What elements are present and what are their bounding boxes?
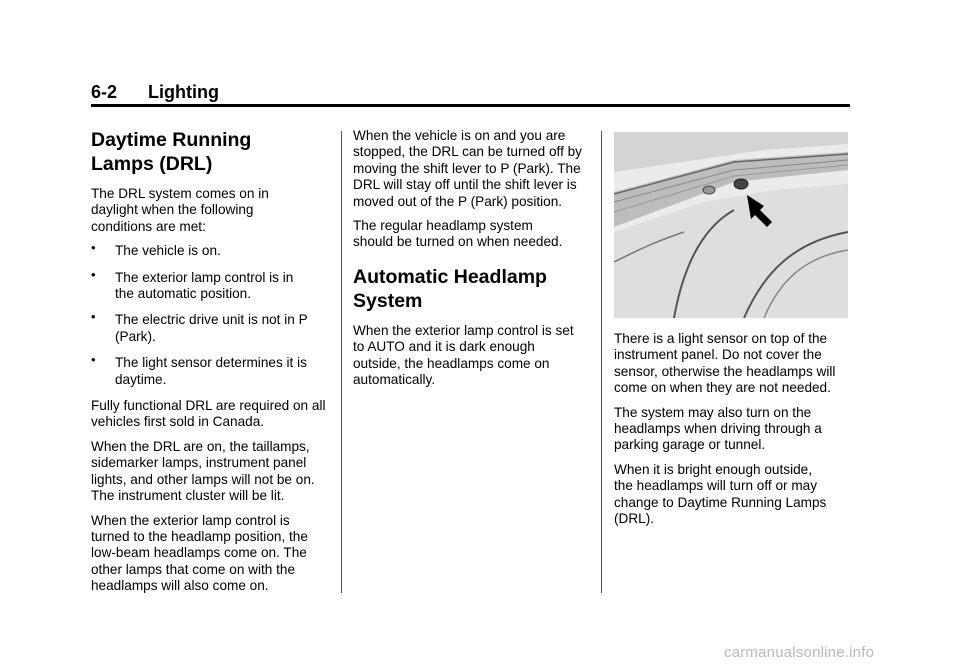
bullet-icon: • xyxy=(91,240,96,256)
drl-intro: The DRL system comes on in daylight when the following conditions are met: xyxy=(91,186,269,234)
auto-headlamp-paragraph: When the exterior lamp control is set to AUTO and it is dark enough outside, the headlamps come on automatically. xyxy=(353,322,574,388)
column-right xyxy=(614,331,854,535)
page-number: 6-2 xyxy=(91,82,118,102)
drl-conditions-list xyxy=(91,240,333,388)
light-sensor-photo xyxy=(614,132,848,318)
dashboard-illustration xyxy=(614,132,848,318)
list-item xyxy=(91,266,315,303)
column-left xyxy=(91,128,333,603)
auto-headlamp-heading: Automatic Headlamp System xyxy=(353,265,547,312)
page-header xyxy=(91,82,850,106)
bullet-icon: • xyxy=(91,266,96,282)
column-divider-right xyxy=(601,131,602,593)
column-middle xyxy=(353,128,593,396)
list-item-text: The exterior lamp control is in the automatic position. xyxy=(115,269,294,302)
list-item xyxy=(91,309,325,345)
watermark: carmanualsonline.info xyxy=(724,644,875,661)
sensor-paragraph: There is a light sensor on top of the instrument panel. Do not cover the sensor, otherwise the headlamps will come on when they are not needed. xyxy=(614,331,836,396)
drl-off-paragraph: When the vehicle is on and you are stopped, the DRL can be turned off by moving the shift lever to P (Park). The DRL will stay off until the shift lever is moved out of the P (Park) position. xyxy=(353,128,582,209)
bright-paragraph: When it is bright enough outside, the headlamps will turn off or may change to Daytime Running Lamps (DRL). xyxy=(614,461,827,527)
list-item xyxy=(91,352,331,388)
drl-heading: Daytime Running Lamps (DRL) xyxy=(91,129,252,175)
bullet-icon: • xyxy=(91,352,96,368)
drl-paragraph: Fully functional DRL are required on all vehicles first sold in Canada. xyxy=(91,398,326,430)
list-item-text: The electric drive unit is not in P (Park). xyxy=(115,312,308,344)
drl-paragraph: When the exterior lamp control is turned to the headlamp position, the low-beam headlamps come on. The other lamps that come on with the headlamps will also come on. xyxy=(91,512,308,594)
header-rule xyxy=(91,104,850,107)
tunnel-paragraph: The system may also turn on the headlamps when driving through a parking garage or tunnel. xyxy=(614,404,822,453)
bullet-icon: • xyxy=(91,309,96,325)
headlamp-paragraph: The regular headlamp system should be turned on when needed. xyxy=(353,218,563,250)
list-item xyxy=(91,240,315,259)
list-item-text: The vehicle is on. xyxy=(115,243,221,259)
section-title: Lighting xyxy=(148,82,219,102)
drl-paragraph: When the DRL are on, the taillamps, sidemarker lamps, instrument panel lights, and other lamps will not be on. The instrument cluster will be lit. xyxy=(91,438,315,504)
column-divider-left xyxy=(341,131,342,593)
list-item-text: The light sensor determines it is daytime. xyxy=(115,355,307,387)
